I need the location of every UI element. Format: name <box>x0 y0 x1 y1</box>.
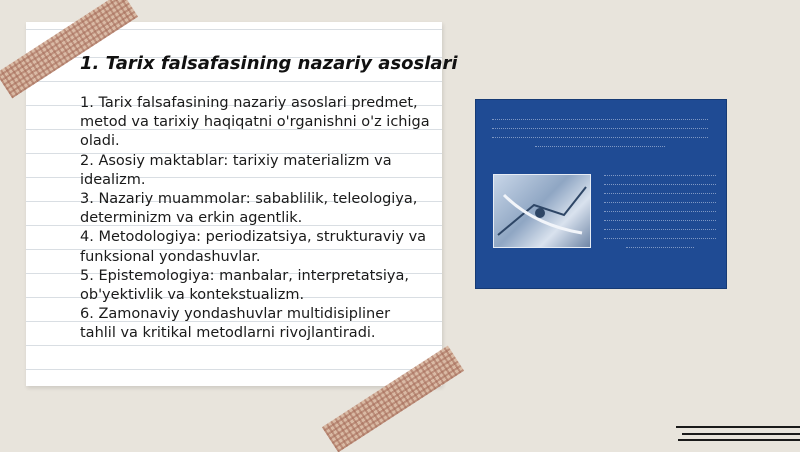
decorative-lines <box>676 424 800 444</box>
slide-title: 1. Tarix falsafasining nazariy asoslari <box>80 53 458 74</box>
points-list <box>80 94 430 344</box>
point-item: 5. Epistemologiya: manbalar, interpretatsiya, ob'yektivlik va kontekstualizm. <box>80 267 409 304</box>
point-item: 6. Zamonaviy yondashuvlar multidisipliner tahlil va kritikal metodlarni rivojlantiradi. <box>80 306 391 342</box>
slide-photo <box>493 174 591 248</box>
point-item: 1. Tarix falsafasining nazariy asoslari predmet, metod va tarixiy haqiqatni o'rganishni o'z ichiga oladi. <box>80 95 430 150</box>
point-item: 4. Metodologiya: periodizatsiya, strukturaviy va funksional yondashuvlar. <box>80 229 427 265</box>
point-item: 2. Asosiy maktablar: tarixiy materializm va idealizm. <box>80 152 392 188</box>
point-item: 3. Nazariy muammolar: sabablilik, teleologiya, determinizm va erkin agentlik. <box>80 191 418 227</box>
slide-image-text-block <box>492 114 708 147</box>
slide-image-text-block-right <box>604 170 716 248</box>
embedded-slide-image <box>475 99 727 289</box>
